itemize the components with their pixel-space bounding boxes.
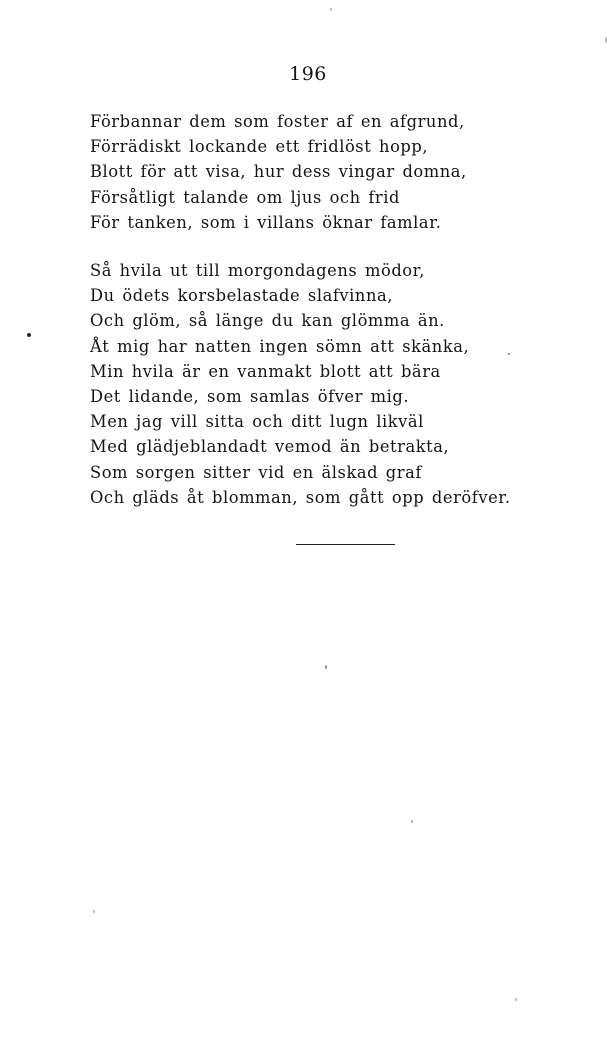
poem-line: Min hvila är en vanmakt blott att bära xyxy=(90,361,441,381)
poem-stanza-1 xyxy=(90,109,590,235)
poem-stanza-2 xyxy=(90,258,590,510)
ink-speck xyxy=(93,910,95,913)
page-number: 196 xyxy=(289,63,327,85)
ink-speck xyxy=(411,820,413,823)
poem-line: Förbannar dem som foster af en afgrund, xyxy=(90,112,465,131)
poem-line: Du ödets korsbelastade slafvinna, xyxy=(90,286,393,306)
ink-speck xyxy=(330,8,332,11)
poem-line: Så hvila ut till morgondagens mödor, xyxy=(90,261,425,280)
ink-speck xyxy=(515,998,517,1001)
poem-line: För tanken, som i villans öknar famlar. xyxy=(90,212,442,232)
poem-line: Det lidande, som samlas öfver mig. xyxy=(90,387,410,407)
ink-speck xyxy=(27,333,31,337)
poem-line: Och gläds åt blomman, som gått opp deröfver. xyxy=(90,487,511,507)
poem-line: Försåtligt talande om ljus och frid xyxy=(90,187,400,207)
ink-speck xyxy=(605,37,607,43)
ink-speck xyxy=(325,665,327,669)
section-divider xyxy=(296,544,395,545)
poem-line: Och glöm, så länge du kan glömma än. xyxy=(90,311,445,331)
poem-line: Med glädjeblandadt vemod än betrakta, xyxy=(90,437,450,457)
poem-line: Åt mig har natten ingen sömn att skänka, xyxy=(90,336,470,356)
poem-line: Förrädiskt lockande ett fridlöst hopp, xyxy=(90,137,429,157)
ink-speck xyxy=(508,353,510,355)
poem-line: Blott för att visa, hur dess vingar domna, xyxy=(90,162,467,182)
poem-line: Men jag vill sitta och ditt lugn likväl xyxy=(90,412,424,432)
poem-line: Som sorgen sitter vid en älskad graf xyxy=(90,462,422,482)
